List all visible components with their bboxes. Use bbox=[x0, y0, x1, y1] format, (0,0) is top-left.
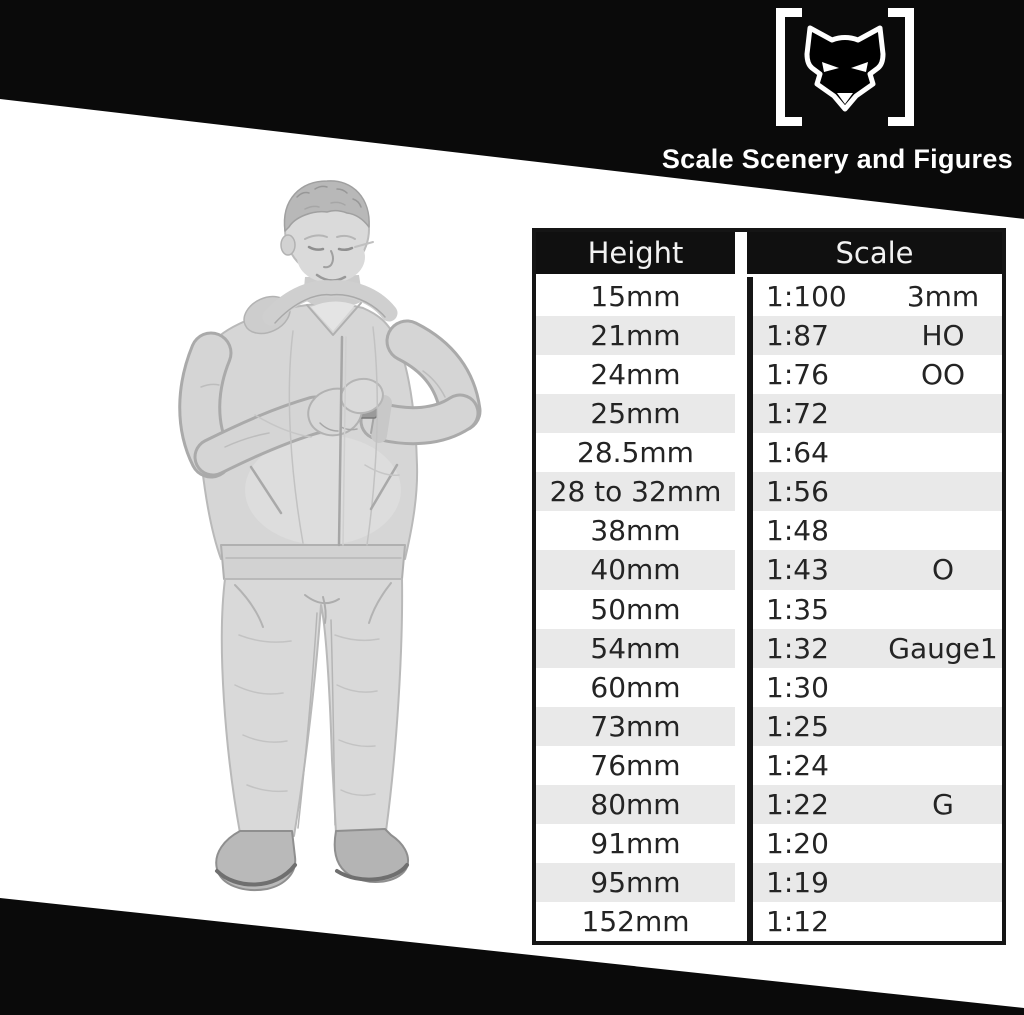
table-row bbox=[536, 550, 1002, 589]
scale-cell bbox=[747, 707, 1002, 746]
column-gap bbox=[735, 902, 747, 941]
height-cell: 50mm bbox=[536, 590, 735, 629]
gauge-label: OO bbox=[920, 358, 966, 392]
column-gap bbox=[735, 590, 747, 629]
table-row bbox=[536, 824, 1002, 863]
scale-cell bbox=[747, 511, 1002, 550]
scale-cell bbox=[747, 590, 1002, 629]
column-gap bbox=[735, 355, 747, 394]
scale-ratio: 1:24 bbox=[766, 748, 829, 782]
table-row bbox=[536, 316, 1002, 355]
scale-cell bbox=[747, 668, 1002, 707]
height-cell: 28.5mm bbox=[536, 433, 735, 472]
height-cell: 38mm bbox=[536, 511, 735, 550]
column-gap bbox=[735, 746, 747, 785]
table-row bbox=[536, 668, 1002, 707]
column-gap bbox=[735, 629, 747, 668]
scale-ratio: 1:35 bbox=[766, 592, 829, 626]
height-cell: 73mm bbox=[536, 707, 735, 746]
height-cell: 25mm bbox=[536, 394, 735, 433]
column-gap bbox=[735, 824, 747, 863]
scale-cell bbox=[747, 277, 1002, 316]
scale-ratio: 1:87 bbox=[766, 319, 829, 353]
scale-ratio: 1:56 bbox=[766, 475, 829, 509]
height-cell: 15mm bbox=[536, 277, 735, 316]
scale-cell bbox=[747, 355, 1002, 394]
height-cell: 60mm bbox=[536, 668, 735, 707]
scale-cell bbox=[747, 394, 1002, 433]
scale-ratio: 1:22 bbox=[766, 787, 829, 821]
column-gap bbox=[735, 277, 747, 316]
column-gap bbox=[735, 433, 747, 472]
table-row bbox=[536, 472, 1002, 511]
table-row bbox=[536, 355, 1002, 394]
column-gap bbox=[735, 232, 747, 274]
scale-ratio: 1:20 bbox=[766, 826, 829, 860]
height-column-header: Height bbox=[536, 232, 735, 274]
scale-cell bbox=[747, 316, 1002, 355]
column-gap bbox=[735, 550, 747, 589]
table-body bbox=[536, 277, 1002, 941]
scale-ratio: 1:43 bbox=[766, 553, 829, 587]
table-row bbox=[536, 746, 1002, 785]
scale-cell bbox=[747, 824, 1002, 863]
table-row bbox=[536, 590, 1002, 629]
column-gap bbox=[735, 511, 747, 550]
scale-ratio: 1:30 bbox=[766, 670, 829, 704]
table-row bbox=[536, 629, 1002, 668]
scale-ratio: 1:64 bbox=[766, 436, 829, 470]
brand-name: Scale Scenery and Figures bbox=[661, 144, 1013, 174]
scale-cell bbox=[747, 629, 1002, 668]
table-row bbox=[536, 863, 1002, 902]
scale-ratio: 1:19 bbox=[766, 865, 829, 899]
table-row bbox=[536, 902, 1002, 941]
height-cell: 54mm bbox=[536, 629, 735, 668]
table-row bbox=[536, 511, 1002, 550]
scale-ratio: 1:48 bbox=[766, 514, 829, 548]
height-cell: 95mm bbox=[536, 863, 735, 902]
table-row bbox=[536, 277, 1002, 316]
scale-ratio: 1:76 bbox=[766, 358, 829, 392]
scale-ratio: 1:12 bbox=[766, 905, 829, 939]
height-cell: 28 to 32mm bbox=[536, 472, 735, 511]
scale-cell bbox=[747, 746, 1002, 785]
table-row bbox=[536, 707, 1002, 746]
scale-ratio: 1:72 bbox=[766, 397, 829, 431]
scale-ratio: 1:32 bbox=[766, 631, 829, 665]
height-cell: 91mm bbox=[536, 824, 735, 863]
table-row bbox=[536, 433, 1002, 472]
column-gap bbox=[735, 785, 747, 824]
table-row bbox=[536, 394, 1002, 433]
height-cell: 80mm bbox=[536, 785, 735, 824]
scale-cell bbox=[747, 902, 1002, 941]
height-cell: 24mm bbox=[536, 355, 735, 394]
gauge-label: 3mm bbox=[906, 280, 980, 314]
scale-ratio: 1:25 bbox=[766, 709, 829, 743]
height-cell: 21mm bbox=[536, 316, 735, 355]
height-cell: 40mm bbox=[536, 550, 735, 589]
column-gap bbox=[735, 668, 747, 707]
figure-3d-scan-man bbox=[155, 165, 485, 920]
column-gap bbox=[735, 863, 747, 902]
scale-cell bbox=[747, 550, 1002, 589]
scale-ratio: 1:100 bbox=[766, 280, 847, 314]
gauge-label: HO bbox=[921, 319, 965, 353]
wolf-logo-icon bbox=[766, 6, 924, 128]
gauge-label: G bbox=[932, 787, 954, 821]
scale-cell bbox=[747, 785, 1002, 824]
scale-column-header: Scale bbox=[747, 232, 1002, 274]
column-gap bbox=[735, 472, 747, 511]
gauge-label: O bbox=[931, 553, 955, 587]
height-cell: 76mm bbox=[536, 746, 735, 785]
gauge-label: Gauge1 bbox=[888, 631, 998, 665]
column-gap bbox=[735, 394, 747, 433]
scale-cell bbox=[747, 433, 1002, 472]
scale-table bbox=[532, 228, 1006, 945]
height-cell: 152mm bbox=[536, 902, 735, 941]
column-gap bbox=[735, 707, 747, 746]
table-row bbox=[536, 785, 1002, 824]
column-gap bbox=[735, 316, 747, 355]
table-header-row bbox=[536, 232, 1002, 277]
scale-cell bbox=[747, 863, 1002, 902]
scale-cell bbox=[747, 472, 1002, 511]
